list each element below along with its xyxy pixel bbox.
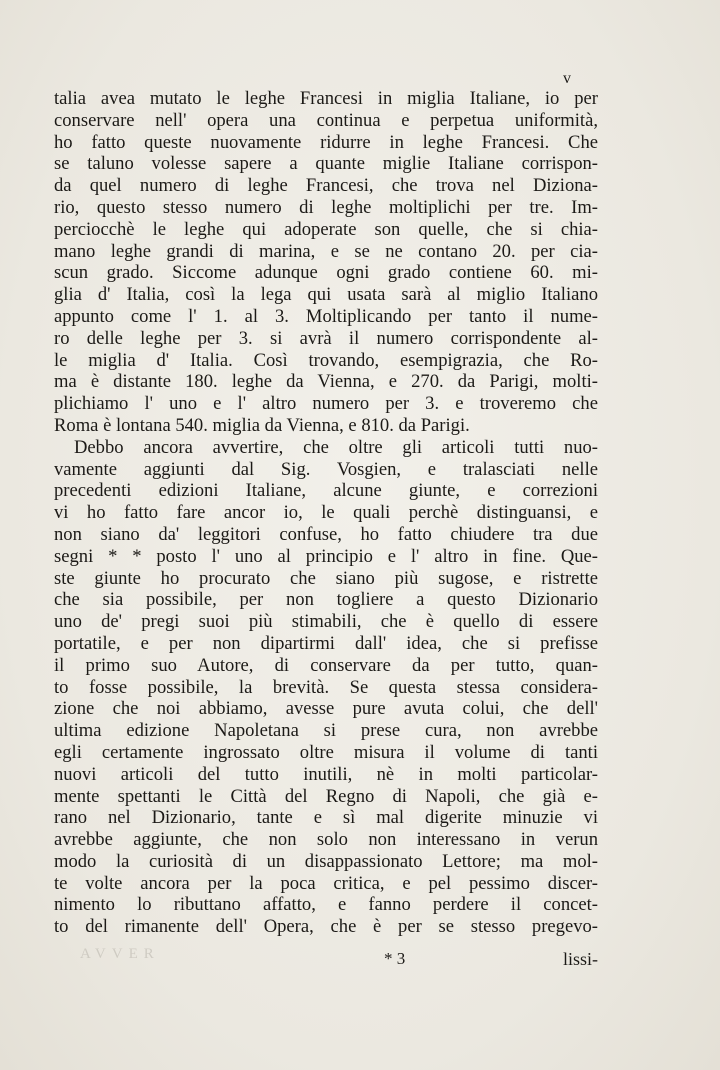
text-line: il primo suo Autore, di conservare da per tutto, quan- <box>54 654 598 676</box>
signature-mark: * 3 <box>384 949 406 968</box>
text-line: ma è distante 180. leghe da Vienna, e 270. da Parigi, molti- <box>54 371 598 393</box>
text-line: segni * * posto l' uno al principio e l' altro in fine. Que- <box>54 545 598 567</box>
text-line: che sia possibile, per non togliere a questo Dizionario <box>54 589 598 611</box>
text-line: ste giunte ho procurato che siano più sugose, e ristrette <box>54 567 598 589</box>
bleed-through-text: AVVER <box>80 946 160 962</box>
text-line: modo la curiosità di un disappassionato Lettore; ma mol- <box>54 850 598 872</box>
text-line: conservare nell' opera una continua e perpetua uniformità, <box>54 109 598 131</box>
text-line: zione che noi abbiamo, avesse pure avuta colui, che dell' <box>54 698 598 720</box>
text-line: nuovi articoli del tutto inutili, nè in molti particolar- <box>54 763 598 785</box>
text-line: perciocchè le leghe qui adoperate son quelle, che si chia- <box>54 218 598 240</box>
body-text <box>54 88 598 938</box>
text-line: nimento lo ributtano affatto, e fanno perdere il concet- <box>54 894 598 916</box>
text-line: vi ho fatto fare ancor io, le quali perchè distinguansi, e <box>54 502 598 524</box>
text-line: avrebbe aggiunte, che non solo non interessano in verun <box>54 829 598 851</box>
text-line: glia d' Italia, così la lega qui usata sarà al miglio Italiano <box>54 284 598 306</box>
text-line: mano leghe grandi di marina, e se ne contano 20. per cia- <box>54 240 598 262</box>
page-footer <box>54 948 598 976</box>
text-line: mente spettanti le Città del Regno di Napoli, che già e- <box>54 785 598 807</box>
text-line: scun grado. Siccome adunque ogni grado contiene 60. mi- <box>54 262 598 284</box>
text-line: ro delle leghe per 3. si avrà il numero corrispondente al- <box>54 327 598 349</box>
folio-number: v <box>563 70 571 87</box>
text-line: to del rimanente dell' Opera, che è per se stesso pregevo- <box>54 916 598 938</box>
text-line: plichiamo l' uno e l' altro numero per 3. e troveremo che <box>54 393 598 415</box>
text-line: te volte ancora per la poca critica, e pel pessimo discer- <box>54 872 598 894</box>
text-line: ultima edizione Napoletana si prese cura, non avrebbe <box>54 720 598 742</box>
text-line: Roma è lontana 540. miglia da Vienna, e 810. da Parigi. <box>54 414 470 436</box>
text-line: to fosse possibile, la brevità. Se questa stessa considera- <box>54 676 598 698</box>
text-line: egli certamente ingrossato oltre misura il volume di tanti <box>54 741 598 763</box>
text-line: rano nel Dizionario, tante e sì mal digerite minuzie vi <box>54 807 598 829</box>
text-line: portatile, e per non dipartirmi dall' idea, che si prefisse <box>54 632 598 654</box>
text-line: precedenti edizioni Italiane, alcune giunte, e correzioni <box>54 480 598 502</box>
paragraph-start-line: Debbo ancora avvertire, che oltre gli articoli tutti nuo- <box>74 436 598 458</box>
catchword: lissi- <box>562 949 598 969</box>
text-line: appunto come l' 1. al 3. Moltiplicando per tanto il nume- <box>54 305 598 327</box>
text-line: le miglia d' Italia. Così trovando, esempigrazia, che Ro- <box>54 349 598 371</box>
text-line: talia avea mutato le leghe Francesi in miglia Italiane, io per <box>54 88 598 109</box>
text-line: da quel numero di leghe Francesi, che trova nel Diziona- <box>54 175 598 197</box>
text-line: se taluno volesse sapere a quante miglie Italiane corrispon- <box>54 153 598 175</box>
text-line: vamente aggiunti dal Sig. Vosgien, e tralasciati nelle <box>54 458 598 480</box>
text-line: rio, questo stesso numero di leghe moltiplichi per tre. Im- <box>54 196 598 218</box>
text-line: ho fatto queste nuovamente ridurre in leghe Francesi. Che <box>54 131 598 153</box>
text-line: uno de' pregi suoi più stimabili, che è quello di essere <box>54 611 598 633</box>
text-line: non siano da' leggitori confuse, ho fatto chiudere tra due <box>54 523 598 545</box>
